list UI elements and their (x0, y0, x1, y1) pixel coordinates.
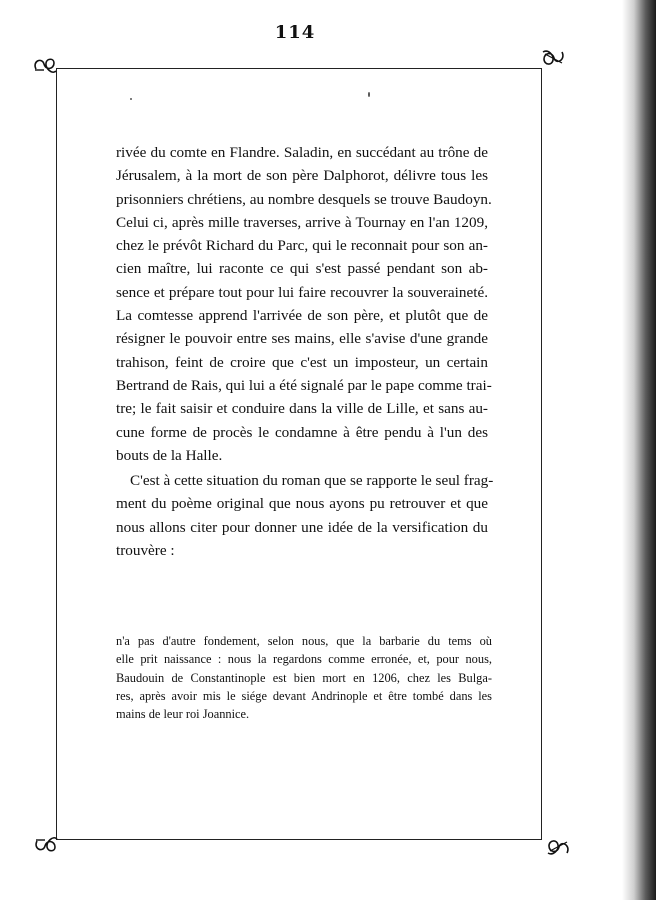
text-line: cune forme de procès le condamne à être pendu à l'un des (116, 423, 488, 441)
text-line: trahison, feint de croire que c'est un imposteur, un certain (116, 353, 488, 371)
page-number: 114 (274, 22, 316, 43)
main-paragraph (116, 141, 492, 467)
book-binding-shadow (622, 0, 656, 900)
corner-ornament-icon (32, 55, 58, 77)
text-line: cien maître, lui raconte ce qui s'est passé pendant son ab- (116, 260, 488, 278)
text-line: C'est à cette situation du roman que se rapporte le seul frag- (130, 472, 494, 489)
text-line: Bertrand de Rais, qui lui a été signalé par le pape comme trai- (116, 376, 492, 394)
footnote-line: res, après avoir mis le siége devant Andrinople et être tombé dans les (116, 688, 492, 703)
text-line: nous allons citer pour donner une idée de la versification du (116, 518, 488, 536)
corner-ornament-icon (545, 836, 571, 858)
text-line: sence et prépare tout pour lui faire recouvrer la souveraineté. (116, 283, 488, 301)
text-line: Celui ci, après mille traverses, arrive à Tournay en l'an 1209, (116, 213, 488, 231)
text-line: résigner le pouvoir entre ses mains, elle s'avise d'une grande (116, 330, 488, 348)
corner-ornament-icon (540, 47, 566, 69)
text-line: prisonniers chrétiens, au nombre desquels se trouve Baudoyn. (116, 190, 492, 208)
footnote-line: mains de leur roi Joannice. (116, 707, 250, 722)
text-line: chez le prévôt Richard du Parc, qui le reconnait pour son an- (116, 237, 488, 255)
text-line: tre; le fait saisir et conduire dans la ville de Lille, et sans au- (116, 400, 488, 418)
footnote (116, 632, 492, 723)
text-line: La comtesse apprend l'arrivée de son père, et plutôt que de (116, 307, 488, 325)
footnote-line: n'a pas d'autre fondement, selon nous, que la barbarie du tems où (116, 634, 492, 648)
text-line: trouvère : (116, 541, 175, 559)
text-line: Jérusalem, à la mort de son père Dalphorot, délivre tous les (116, 167, 488, 185)
paper-speck (130, 98, 132, 100)
paper-speck (368, 92, 370, 97)
text-line: bouts de la Halle. (116, 446, 223, 464)
footnote-line: elle prit naissance : nous la regardons comme erronée, et, pour nous, (116, 652, 492, 667)
footnote-line: Baudouin de Constantinople est bien mort en 1206, chez les Bulga- (116, 670, 492, 685)
text-line: ment du poème original que nous ayons pu retrouver et que (116, 495, 488, 513)
text-line: rivée du comte en Flandre. Saladin, en succédant au trône de (116, 144, 488, 161)
second-paragraph (116, 469, 494, 562)
corner-ornament-icon (33, 833, 59, 855)
